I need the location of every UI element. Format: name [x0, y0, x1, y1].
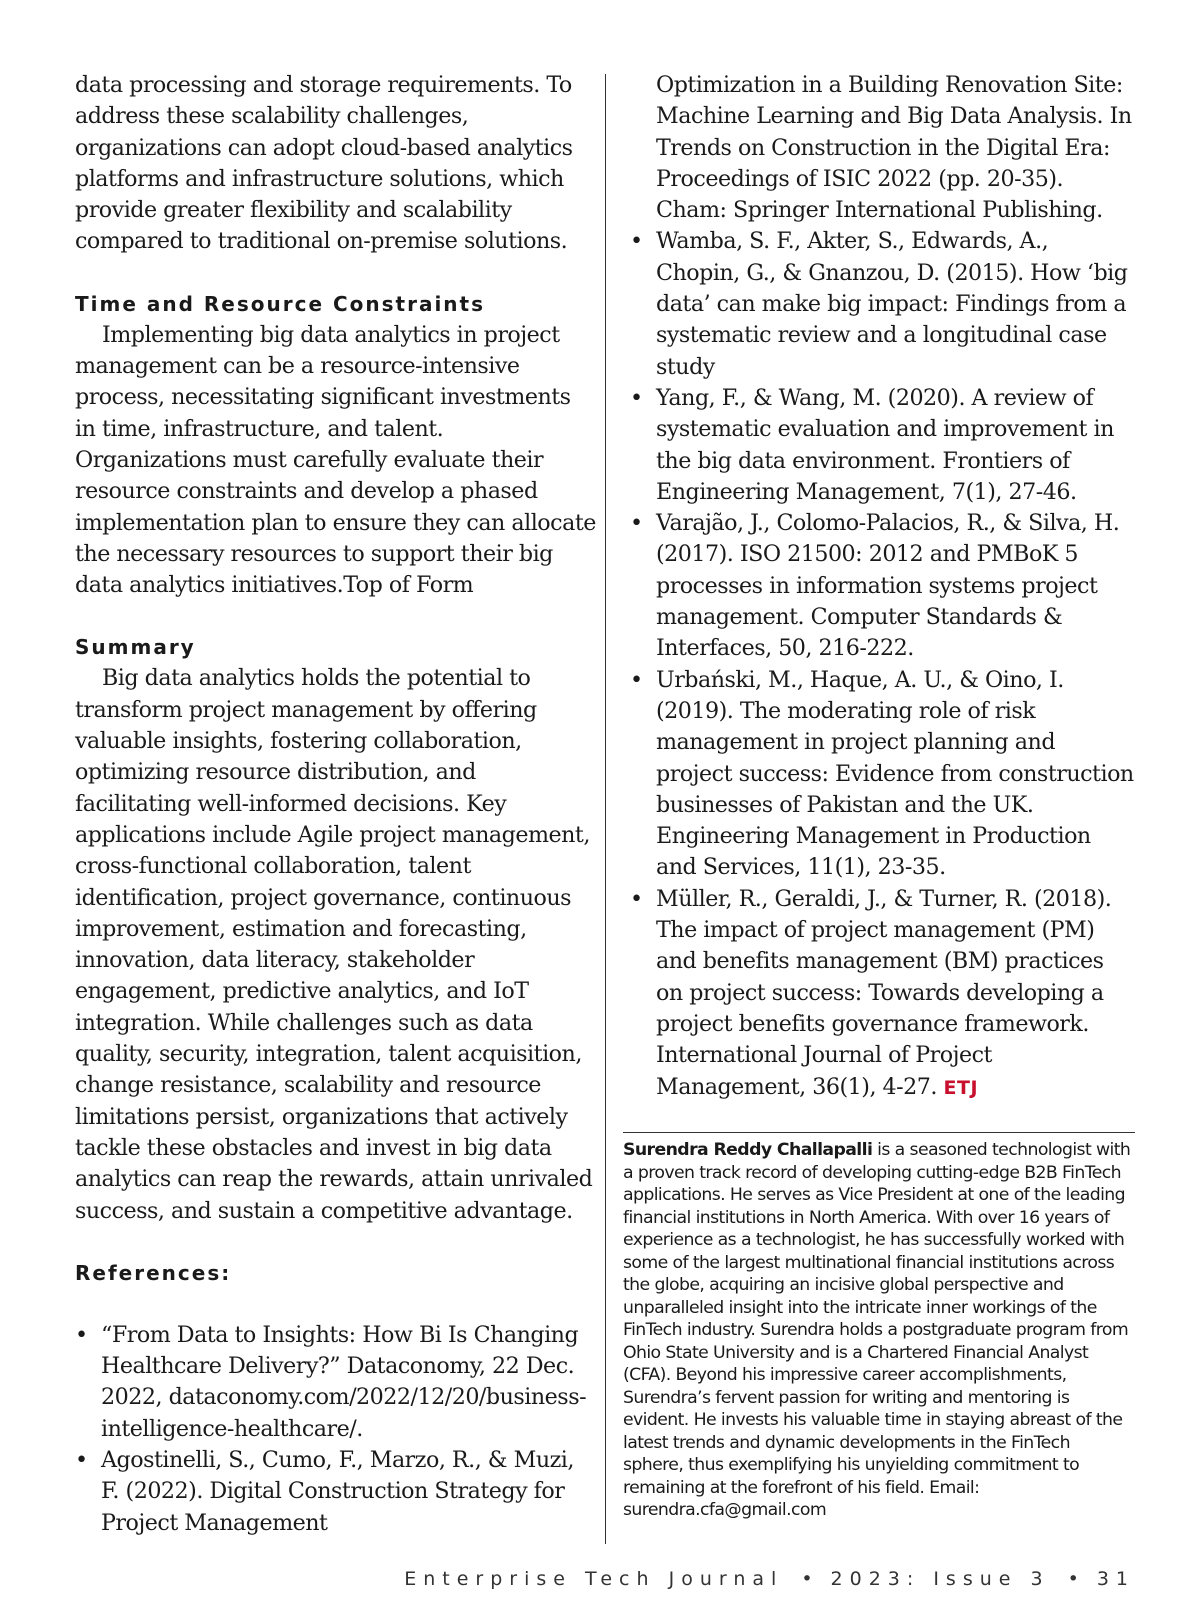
section-body-time: Implementing big data analytics in project management can be a resource-intensive process, necessitating significant investments in time, infrastructure, and talent. Organizations must carefully evaluate their resource constraints and develop a phased implementation plan to ensure they can allocate the necessary resources to support their big data analytics initiatives.Top of Form — [75, 321, 596, 599]
author-name: Surendra Reddy Challapalli — [623, 1140, 873, 1160]
reference-item: • Urbański, M., Haque, A. U., & Oino, I. (2019). The moderating role of risk management in project planning and project success: Evidence from construction businesses of Pakistan and the UK. Engineering Management in Production and Services, 11(1), 23-35. — [630, 665, 1136, 884]
reference-continued: Optimization in a Building Renovation Site: Machine Learning and Big Data Analysis. In Trends on Construction in the Digital Era: Proceedings of ISIC 2022 (pp. 20-35). Cham: Springer International Publishing. — [656, 72, 1132, 224]
left-column — [75, 70, 597, 1539]
footer-journal: Enterprise Tech Journal — [404, 1568, 784, 1590]
reference-item: • Wamba, S. F., Akter, S., Edwards, A., Chopin, G., & Gnanzou, D. (2015). How ‘big data’ can make big impact: Findings from a systematic review and a longitudinal case study — [630, 226, 1136, 382]
reference-item: • Yang, F., & Wang, M. (2020). A review of systematic evaluation and improvement in the big data environment. Frontiers of Engineering Management, 7(1), 27-46. — [630, 383, 1136, 508]
reference-item: • Varajão, J., Colomo-Palacios, R., & Silva, H. (2017). ISO 21500: 2012 and PMBoK 5 processes in information systems project management. Computer Standards & Interfaces, 50, 216-222. — [630, 508, 1136, 664]
footer-separator: • — [1067, 1568, 1079, 1590]
references-heading: References: — [75, 1260, 232, 1285]
references-list-left — [75, 1320, 597, 1539]
right-column — [630, 70, 1136, 1104]
footer-separator: • — [801, 1568, 813, 1590]
reference-text: Müller, R., Geraldi, J., & Turner, R. (2018). The impact of project management (PM) and benefits management (BM) practices on project success: Towards developing a project benefits governance framework. International Journal of Project Management, 36(1), 4-27. — [656, 885, 1112, 1100]
references-list-right — [630, 226, 1136, 1103]
reference-item: • “From Data to Insights: How Bi Is Changing Healthcare Delivery?” Dataconomy, 22 Dec. 2022, dataconomy.com/2022/12/20/business-intelligence-healthcare/. — [75, 1320, 597, 1445]
footer-page-number: 31 — [1096, 1568, 1135, 1590]
author-bio — [623, 1132, 1135, 1522]
section-heading-time: Time and Resource Constraints — [75, 291, 486, 316]
author-bio-text: is a seasoned technologist with a proven track record of developing cutting-edge B2B FinTech applications. He serves as Vice President at one of the leading financial institutions in North America. With over 16 years of experience as a technologist, he has successfully worked with some of the largest multinational financial institutions across the globe, acquiring an incisive global perspective and unparalleled insight into the intricate inner workings of the FinTech industry. Surendra holds a postgraduate program from Ohio State University and is a Chartered Financial Analyst (CFA). Beyond his impressive career accomplishments, Surendra’s fervent passion for writing and mentoring is evident. He invests his valuable time in staying abreast of the latest trends and dynamic developments in the FinTech sphere, thus exemplifying his unyielding commitment to remaining at the forefront of his field. Email: surendra.cfa@gmail.com — [623, 1140, 1131, 1520]
intro-paragraph: data processing and storage requirements. To address these scalability challenges, organizations can adopt cloud-based analytics platforms and infrastructure solutions, which provide greater flexibility and scalability compared to traditional on-premise solutions. — [75, 72, 573, 255]
reference-item: • Agostinelli, S., Cumo, F., Marzo, R., & Muzi, F. (2022). Digital Construction Strategy for Project Management — [75, 1445, 597, 1539]
reference-item-last — [630, 884, 1136, 1104]
page-footer — [404, 1568, 1135, 1590]
column-divider — [605, 74, 606, 1544]
section-body-summary: Big data analytics holds the potential to transform project management by offering valuable insights, fostering collaboration, optimizing resource distribution, and facilitating well-informed decisions. Key applications include Agile project management, cross-functional collaboration, talent identification, project governance, continuous improvement, estimation and forecasting, innovation, data literacy, stakeholder engagement, predictive analytics, and IoT integration. While challenges such as data quality, security, integration, talent acquisition, change resistance, scalability and resource limitations persist, organizations that actively tackle these obstacles and invest in big data analytics can reap the rewards, attain unrivaled success, and sustain a competitive advantage. — [75, 665, 593, 1224]
section-heading-summary: Summary — [75, 635, 196, 660]
etj-end-mark: ETJ — [943, 1076, 979, 1099]
footer-issue: 2023: Issue 3 — [830, 1568, 1050, 1590]
